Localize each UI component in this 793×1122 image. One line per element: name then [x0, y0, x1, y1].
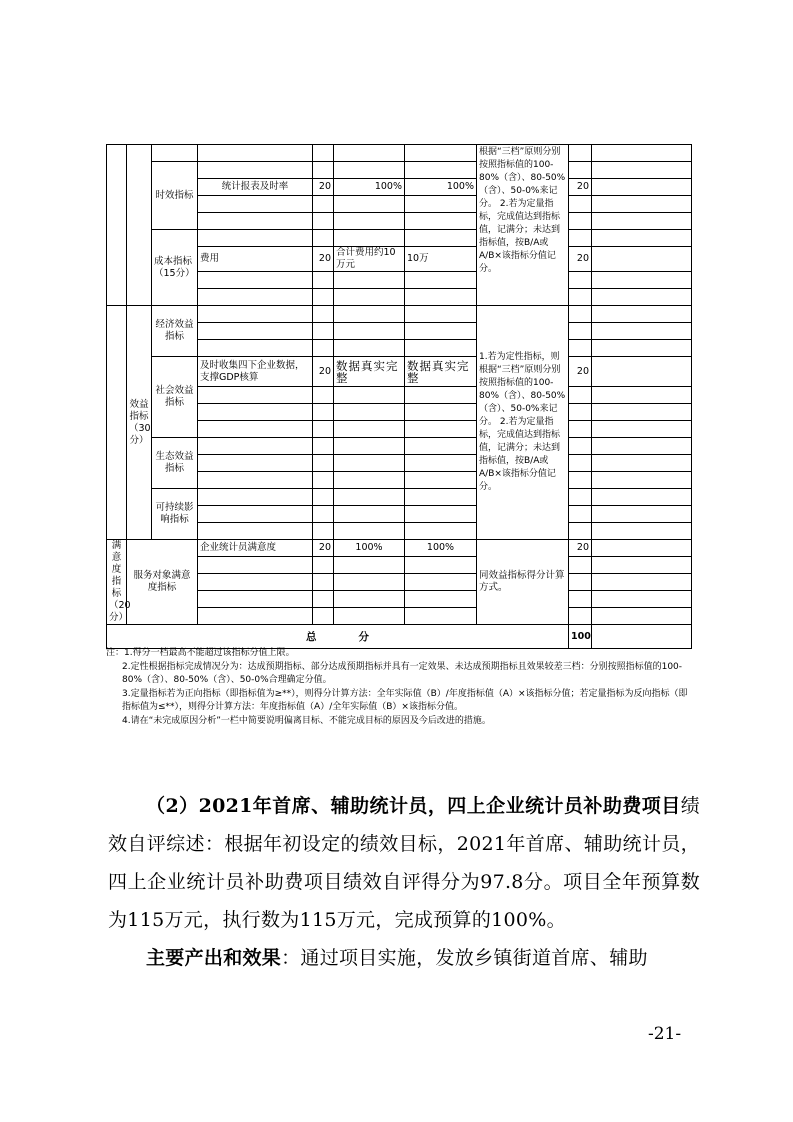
note-line: 3.定量指标若为正向指标（即指标值为≥**），则得分计算方法：全年实际值（B）/年度指标值（A）×该指标分值；若定量指标为反向指标（即指标值为≤**），则得分计算方法：年度指标值（A）/全年实际值（B）×该指标分值。: [122, 688, 688, 712]
scoring-rule-cell: 根据“三档”原则分别按照指标值的100-80%（含）、80-50%（含）、50-0%来记分。 2.若为定量指标，完成值达到指标值，记满分；未达到指标值，按B/A或A/B×该指标分值记分。: [477, 145, 569, 306]
indicator-target: 合计费用约10万元: [334, 247, 405, 272]
indicator-name: 费用: [198, 247, 313, 272]
indicator-weight: 20: [313, 357, 334, 387]
table-notes: [106, 647, 696, 728]
indicator-target: 100%: [334, 540, 405, 557]
indicator-score: 20: [569, 357, 592, 387]
satisfaction-category: 服务对象满意度指标: [127, 540, 198, 625]
indicator-weight: 20: [313, 247, 334, 272]
scoring-rule-cell: 1.若为定性指标，则根据“三档”原则分别按照指标值的100-80%（含）、80-50%（含）、50-0%来记分。 2.若为定量指标，完成值达到指标值，记满分；未达到指标值，按B/A或A/B×该指标分值记分。: [477, 306, 569, 540]
satisfaction-group-label: 满意度指标（20分）: [107, 540, 127, 625]
note-line: 2.定性根据指标完成情况分为：达成预期指标、部分达成预期指标并具有一定效果、未达成预期指标且效果较差三档：分别按照指标值的100-80%（含）、80-50%（含）、50-0%合理确定分值。: [122, 661, 683, 685]
indicator-actual: 100%: [405, 179, 477, 196]
timeliness-category: 时效指标: [152, 162, 198, 230]
ecological-category: 生态效益指标: [152, 438, 198, 489]
outputs-heading: 主要产出和效果: [146, 947, 282, 969]
indicator-score: 20: [569, 540, 592, 557]
outputs-text: ：通过项目实施，发放乡镇街道首席、辅助: [281, 947, 648, 969]
summary-text: 绩效自评综述：根据年初设定的绩效目标，2021年首席、辅助统计员，四上企业统计员补助费项目绩效自评得分为97.8分。项目全年预算数为115万元，执行数为115万元，完成预算的100%。: [108, 795, 700, 931]
indicator-target: 数据真实完整: [334, 357, 405, 387]
sustainable-category: 可持续影响指标: [152, 489, 198, 540]
indicator-name: 及时收集四下企业数据，支撑GDP核算: [198, 357, 313, 387]
indicator-score: 20: [569, 247, 592, 272]
note-line: 4.请在“未完成原因分析”一栏中简要说明偏离目标、不能完成目标的原因及今后改进的措施。: [122, 715, 491, 726]
total-score: 100: [569, 625, 592, 649]
note-line: 注：1.得分一档最高不能超过该指标分值上限。: [106, 648, 295, 658]
indicator-actual: 100%: [405, 540, 477, 557]
summary-paragraph: [108, 787, 700, 939]
indicator-weight: 20: [313, 540, 334, 557]
scoring-rule-cell: 同效益指标得分计算方式。: [477, 540, 569, 625]
benefit-group-label: 效益指标（30分）: [127, 306, 152, 540]
section-heading: （2）2021年首席、辅助统计员，四上企业统计员补助费项目: [146, 795, 681, 817]
indicator-target: 100%: [334, 179, 405, 196]
indicator-actual: 数据真实完整: [405, 357, 477, 387]
indicator-name: 企业统计员满意度: [198, 540, 313, 557]
social-category: 社会效益指标: [152, 357, 198, 438]
indicator-name: 统计报表及时率: [198, 179, 313, 196]
economic-category: 经济效益指标: [152, 306, 198, 357]
outputs-paragraph: [108, 939, 700, 977]
indicator-actual: 10万: [405, 247, 477, 272]
indicator-weight: 20: [313, 179, 334, 196]
cost-category: 成本指标（15分）: [152, 230, 198, 306]
page-number: -21-: [648, 1024, 682, 1044]
total-label: 总 分: [107, 625, 569, 649]
performance-table: [106, 144, 692, 649]
indicator-score: 20: [569, 179, 592, 196]
body-text: [108, 787, 700, 977]
